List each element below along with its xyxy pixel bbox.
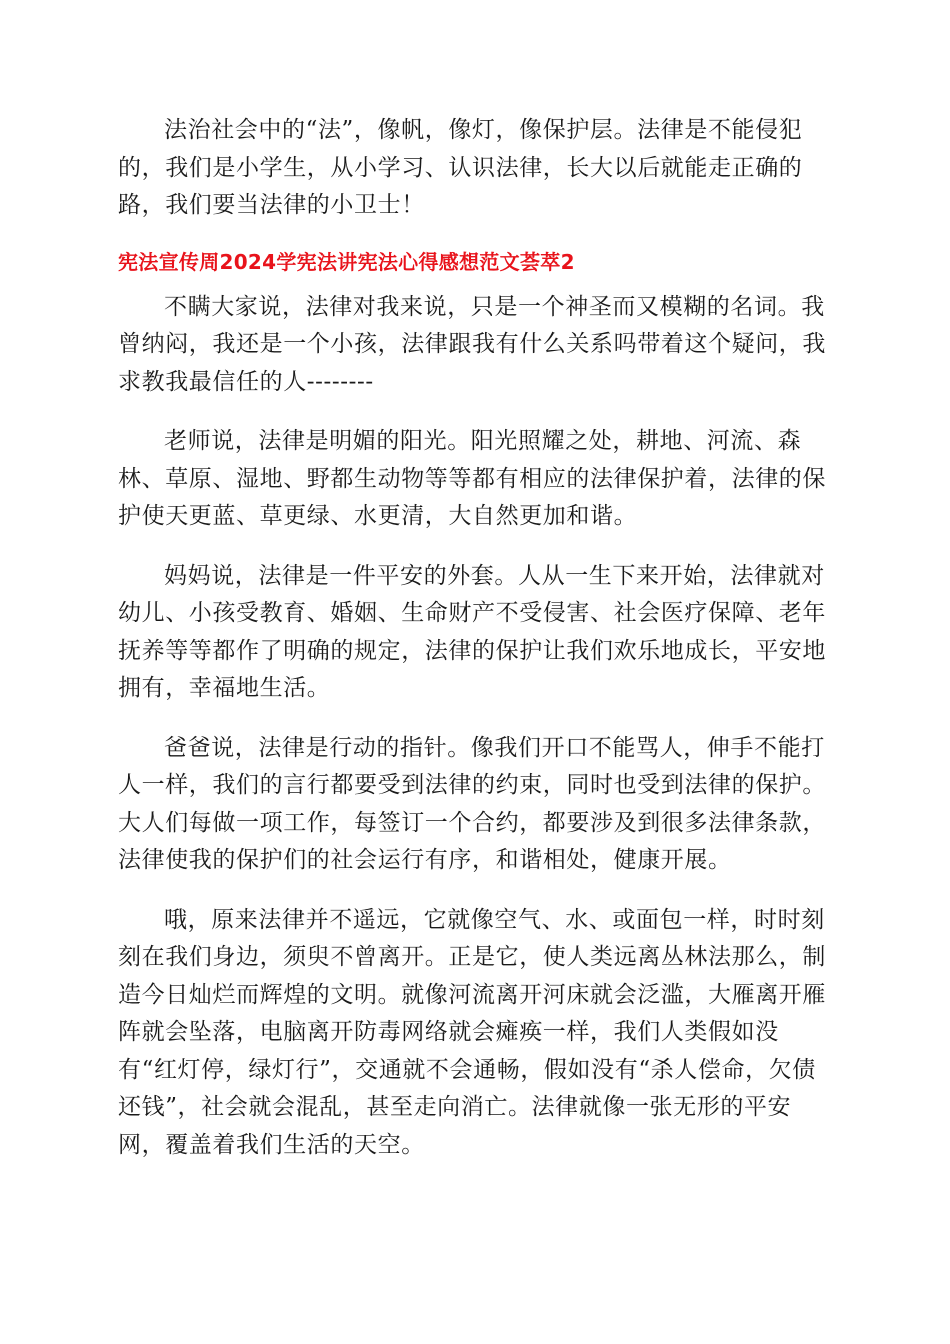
body-paragraph-4: 爸爸说，法律是行动的指针。像我们开口不能骂人，伸手不能打人一样，我们的言行都要受到法律的约束，同时也受到法律的保护。大人们每做一项工作，每签订一个合约，都要涉及到很多法律条款，法律使我的保护们的社会运行有序，和谐相处，健康开展。 (118, 734, 826, 873)
section-heading: 宪法宣传周2024学宪法讲宪法心得感想范文荟萃2 (118, 249, 575, 274)
body-paragraph-5: 哦，原来法律并不遥远，它就像空气、水、或面包一样，时时刻刻在我们身边，须臾不曾离开。正是它，使人类远离丛林法那么，制造今日灿烂而辉煌的文明。就像河流离开河床就会泛滥，大雁离开雁阵就会坠落，电脑离开防毒网络就会瘫痪一样，我们人类假如没有“红灯停，绿灯行”，交通就不会通畅，假如没有“杀人偿命，欠债还钱”，社会就会混乱，甚至走向消亡。法律就像一张无形的平安网，覆盖着我们生活的天空。 (118, 906, 826, 1158)
body-paragraph-2: 老师说，法律是明媚的阳光。阳光照耀之处，耕地、河流、森林、草原、湿地、野都生动物等等都有相应的法律保护着，法律的保护使天更蓝、草更绿、水更清，大自然更加和谐。 (118, 428, 826, 529)
intro-paragraph: 法治社会中的“法”，像帆，像灯，像保护层。法律是不能侵犯的，我们是小学生，从小学习、认识法律，长大以后就能走正确的路，我们要当法律的小卫士！ (118, 117, 803, 218)
body-paragraph-1: 不瞒大家说，法律对我来说，只是一个神圣而又模糊的名词。我曾纳闷，我还是一个小孩，法律跟我有什么关系吗带着这个疑问，我求教我最信任的人-------- (118, 293, 826, 395)
body-paragraph-3: 妈妈说，法律是一件平安的外套。人从一生下来开始，法律就对幼儿、小孩受教育、婚姻、生命财产不受侵害、社会医疗保障、老年抚养等等都作了明确的规定，法律的保护让我们欢乐地成长，平安地拥有，幸福地生活。 (118, 562, 826, 701)
document-body (118, 112, 834, 1186)
